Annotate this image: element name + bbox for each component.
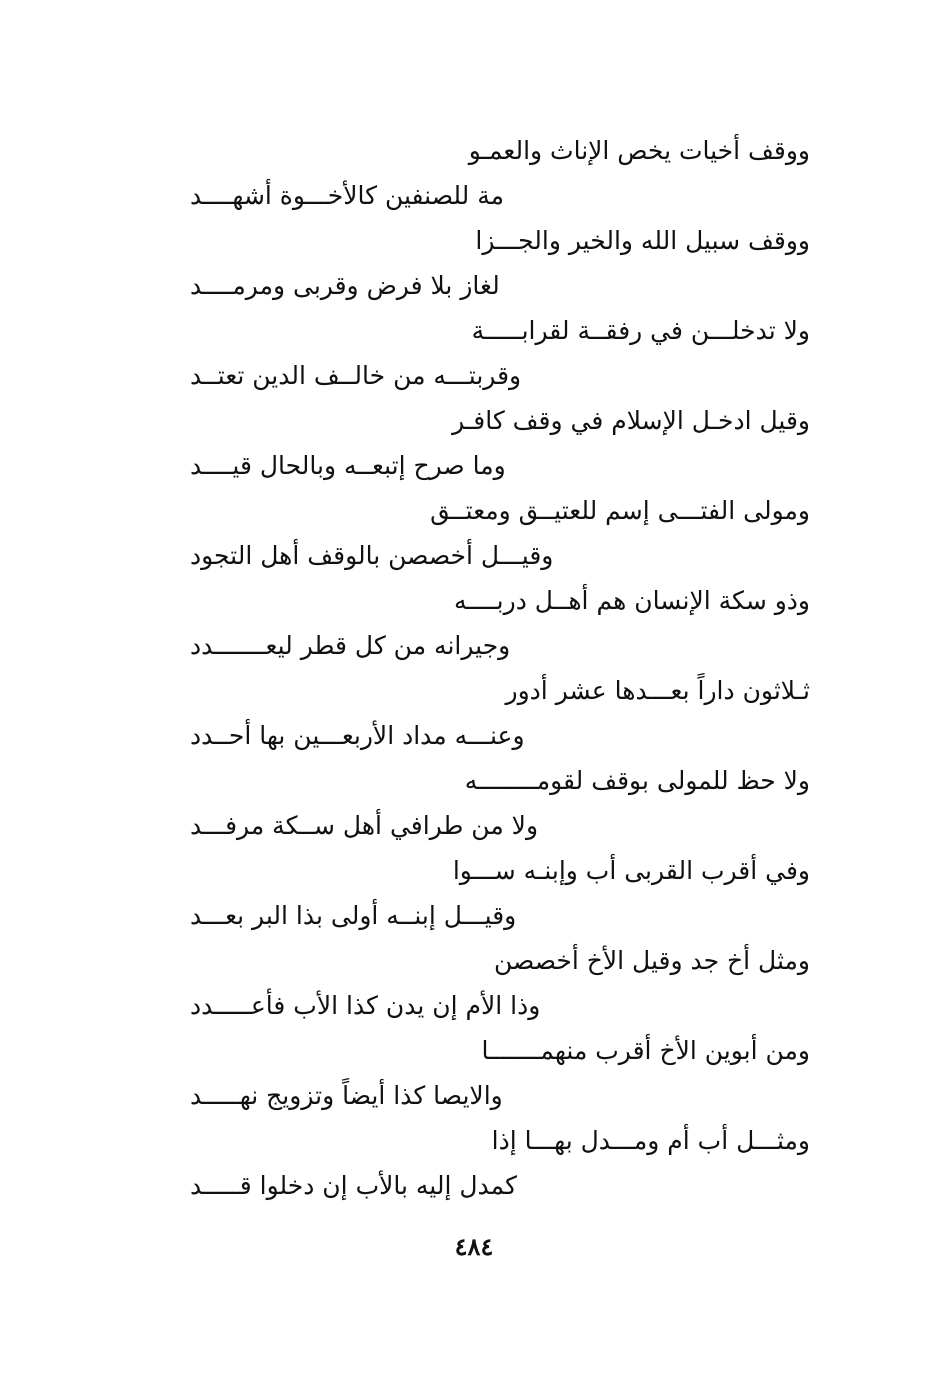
- verse-5-second-hemistich: وقيـــل أخصصن بالوقف أهل التجود: [190, 541, 554, 570]
- verse-8-second-hemistich: ولا من طرافي أهل ســكة مرفـــد: [190, 811, 539, 840]
- verse-9-second-hemistich: وقيـــل إبنــه أولى بذا البر بعـــد: [190, 901, 517, 930]
- verse-3-second-hemistich: وقربتـــه من خالــف الدين تعتــد: [190, 361, 522, 390]
- verse-4-second-hemistich: وما صرح إتبعــه وبالحال قيــــد: [190, 451, 506, 480]
- verse-12-second-hemistich: كمدل إليه بالأب إن دخلوا قـــــد: [190, 1171, 517, 1200]
- verse-6-second-hemistich: وجيرانه من كل قطر ليعـــــــدد: [190, 631, 511, 660]
- verse-2-second-hemistich: لغاز بلا فرض وقربى ومرمــــد: [190, 271, 500, 300]
- verse-4-first-hemistich: وقيل ادخـل الإسلام في وقف كافـر: [452, 406, 810, 435]
- verse-7-first-hemistich: ثـلاثون داراً بعـــدها عشر أدور: [505, 676, 810, 705]
- verse-6-first-hemistich: وذو سكة الإنسان هم أهــل دربــــه: [453, 586, 810, 615]
- verse-11-second-hemistich: والايصا كذا أيضاً وتزويج نهـــــد: [190, 1081, 503, 1110]
- verse-1-second-hemistich: مة للصنفين كالأخـــوة أشهــــد: [190, 181, 505, 210]
- verse-10-first-hemistich: ومثل أخ جد وقيل الأخ أخصصن: [494, 946, 810, 975]
- verse-7-second-hemistich: وعنـــه مداد الأربعـــين بها أحــدد: [190, 721, 525, 750]
- verse-11-first-hemistich: ومن أبوين الأخ أقرب منهمـــــــا: [481, 1036, 810, 1065]
- verse-8-first-hemistich: ولا حظ للمولى بوقف لقومــــــــه: [464, 766, 810, 795]
- poem-body: [150, 128, 850, 1208]
- verse-3-first-hemistich: ولا تدخلـــن في رفقــة لقرابـــــة: [471, 316, 810, 345]
- verse-5-first-hemistich: ومولى الفتـــى إسم للعتيــق ومعتــق: [430, 496, 810, 525]
- verse-1-first-hemistich: ووقف أخيات يخص الإناث والعمـو: [468, 136, 810, 165]
- page-number: ٤٨٤: [454, 1232, 494, 1261]
- verse-2-first-hemistich: ووقف سبيل الله والخير والجـــزا: [475, 226, 810, 255]
- verse-10-second-hemistich: وذا الأم إن يدن كذا الأب فأعـــــدد: [190, 991, 541, 1020]
- verse-9-first-hemistich: وفي أقرب القربى أب وإبنـه ســـوا: [452, 856, 810, 885]
- verse-12-first-hemistich: ومثـــل أب أم ومـــدل بهـــا إذا: [491, 1126, 810, 1155]
